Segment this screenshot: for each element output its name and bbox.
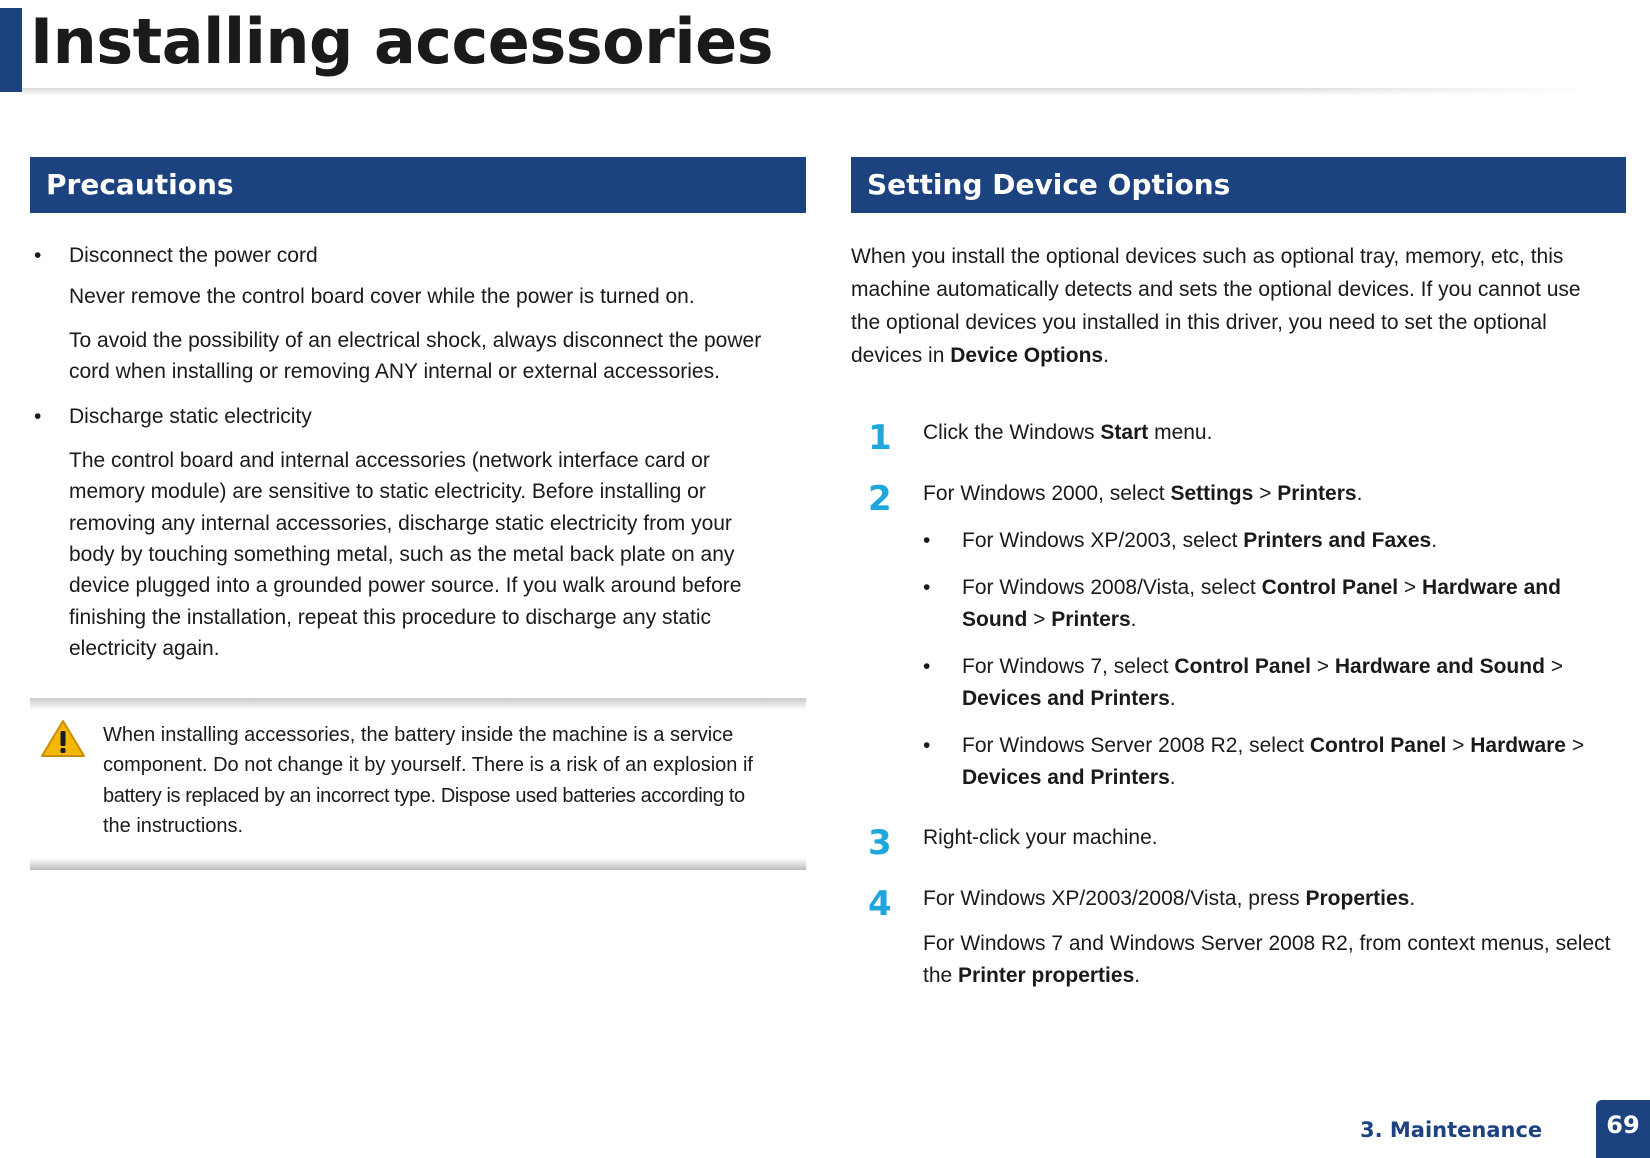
intro-text: the optional devices you installed in this driver, you need to set the optional — [851, 311, 1547, 334]
intro-text: When you install the optional devices such as optional tray, memory, etc, this — [851, 245, 1564, 268]
step-2-sub-win7: Devices and Printers. — [962, 687, 1176, 710]
bullet: • — [923, 576, 931, 599]
bullet: • — [923, 655, 931, 678]
precaution-item-2-text: The control board and internal accessories (network interface card or — [69, 449, 710, 472]
caution-box-bottom — [30, 858, 806, 870]
bullet: • — [923, 529, 931, 552]
precautions-heading: Precautions — [30, 157, 806, 213]
step-4-text: the Printer properties. — [923, 964, 1141, 987]
precaution-item-2-text: device plugged into a grounded power source. If you walk around before — [69, 574, 742, 597]
step-2-sub-win7: For Windows 7, select Control Panel > Hardware and Sound > — [962, 655, 1563, 678]
warning-icon — [40, 718, 86, 758]
step-2-sub-server: For Windows Server 2008 R2, select Control Panel > Hardware > — [962, 734, 1585, 757]
title-accent-bar — [0, 8, 22, 92]
precaution-item-2-text: electricity again. — [69, 637, 220, 660]
step-number: 1 — [868, 418, 892, 458]
step-4-text: For Windows 7 and Windows Server 2008 R2, from context menus, select — [923, 932, 1611, 955]
step-2-sub-vista: Sound > Printers. — [962, 608, 1137, 631]
intro-text: machine automatically detects and sets the optional devices. If you cannot use — [851, 278, 1581, 301]
step-number: 2 — [868, 479, 892, 519]
page-title: Installing accessories — [30, 5, 774, 78]
step-4-text: For Windows XP/2003/2008/Vista, press Properties. — [923, 887, 1416, 910]
step-number: 3 — [868, 823, 892, 863]
intro-text: devices in Device Options. — [851, 344, 1109, 367]
step-number: 4 — [868, 884, 892, 924]
precaution-item-1-title: Disconnect the power cord — [69, 244, 318, 267]
step-1-text: Click the Windows Start menu. — [923, 421, 1213, 444]
precaution-item-1-text: Never remove the control board cover while the power is turned on. — [69, 285, 695, 308]
precaution-item-2-text: memory module) are sensitive to static electricity. Before installing or — [69, 480, 706, 503]
caution-text: When installing accessories, the battery inside the machine is a service — [103, 724, 734, 746]
step-2-text: For Windows 2000, select Settings > Printers. — [923, 482, 1363, 505]
caution-text: battery is replaced by an incorrect type. Dispose used batteries according to — [103, 785, 745, 807]
precaution-item-2-text: removing any internal accessories, discharge static electricity from your — [69, 512, 732, 535]
caution-text: component. Do not change it by yourself. There is a risk of an explosion if — [103, 754, 753, 776]
caution-text: the instructions. — [103, 815, 244, 837]
step-2-sub-vista: For Windows 2008/Vista, select Control Panel > Hardware and — [962, 576, 1561, 599]
bullet: • — [923, 734, 931, 757]
device-options-heading: Setting Device Options — [851, 157, 1626, 213]
page-number: 69 — [1596, 1100, 1650, 1158]
precaution-item-2-text: body by touching something metal, such as the metal back plate on any — [69, 543, 735, 566]
step-2-sub-xp: For Windows XP/2003, select Printers and Faxes. — [962, 529, 1438, 552]
precaution-item-1-text: cord when installing or removing ANY internal or external accessories. — [69, 360, 720, 383]
bullet: • — [34, 244, 42, 267]
title-rule — [22, 88, 1592, 96]
precaution-item-2-text: finishing the installation, repeat this procedure to discharge any static — [69, 606, 712, 629]
precaution-item-2-title: Discharge static electricity — [69, 405, 312, 428]
precaution-item-1-text: To avoid the possibility of an electrical shock, always disconnect the power — [69, 329, 762, 352]
footer-section: 3. Maintenance — [1360, 1118, 1543, 1142]
step-3-text: Right-click your machine. — [923, 826, 1158, 849]
caution-box-top — [30, 698, 806, 710]
step-2-sub-server: Devices and Printers. — [962, 766, 1176, 789]
bullet: • — [34, 405, 42, 428]
